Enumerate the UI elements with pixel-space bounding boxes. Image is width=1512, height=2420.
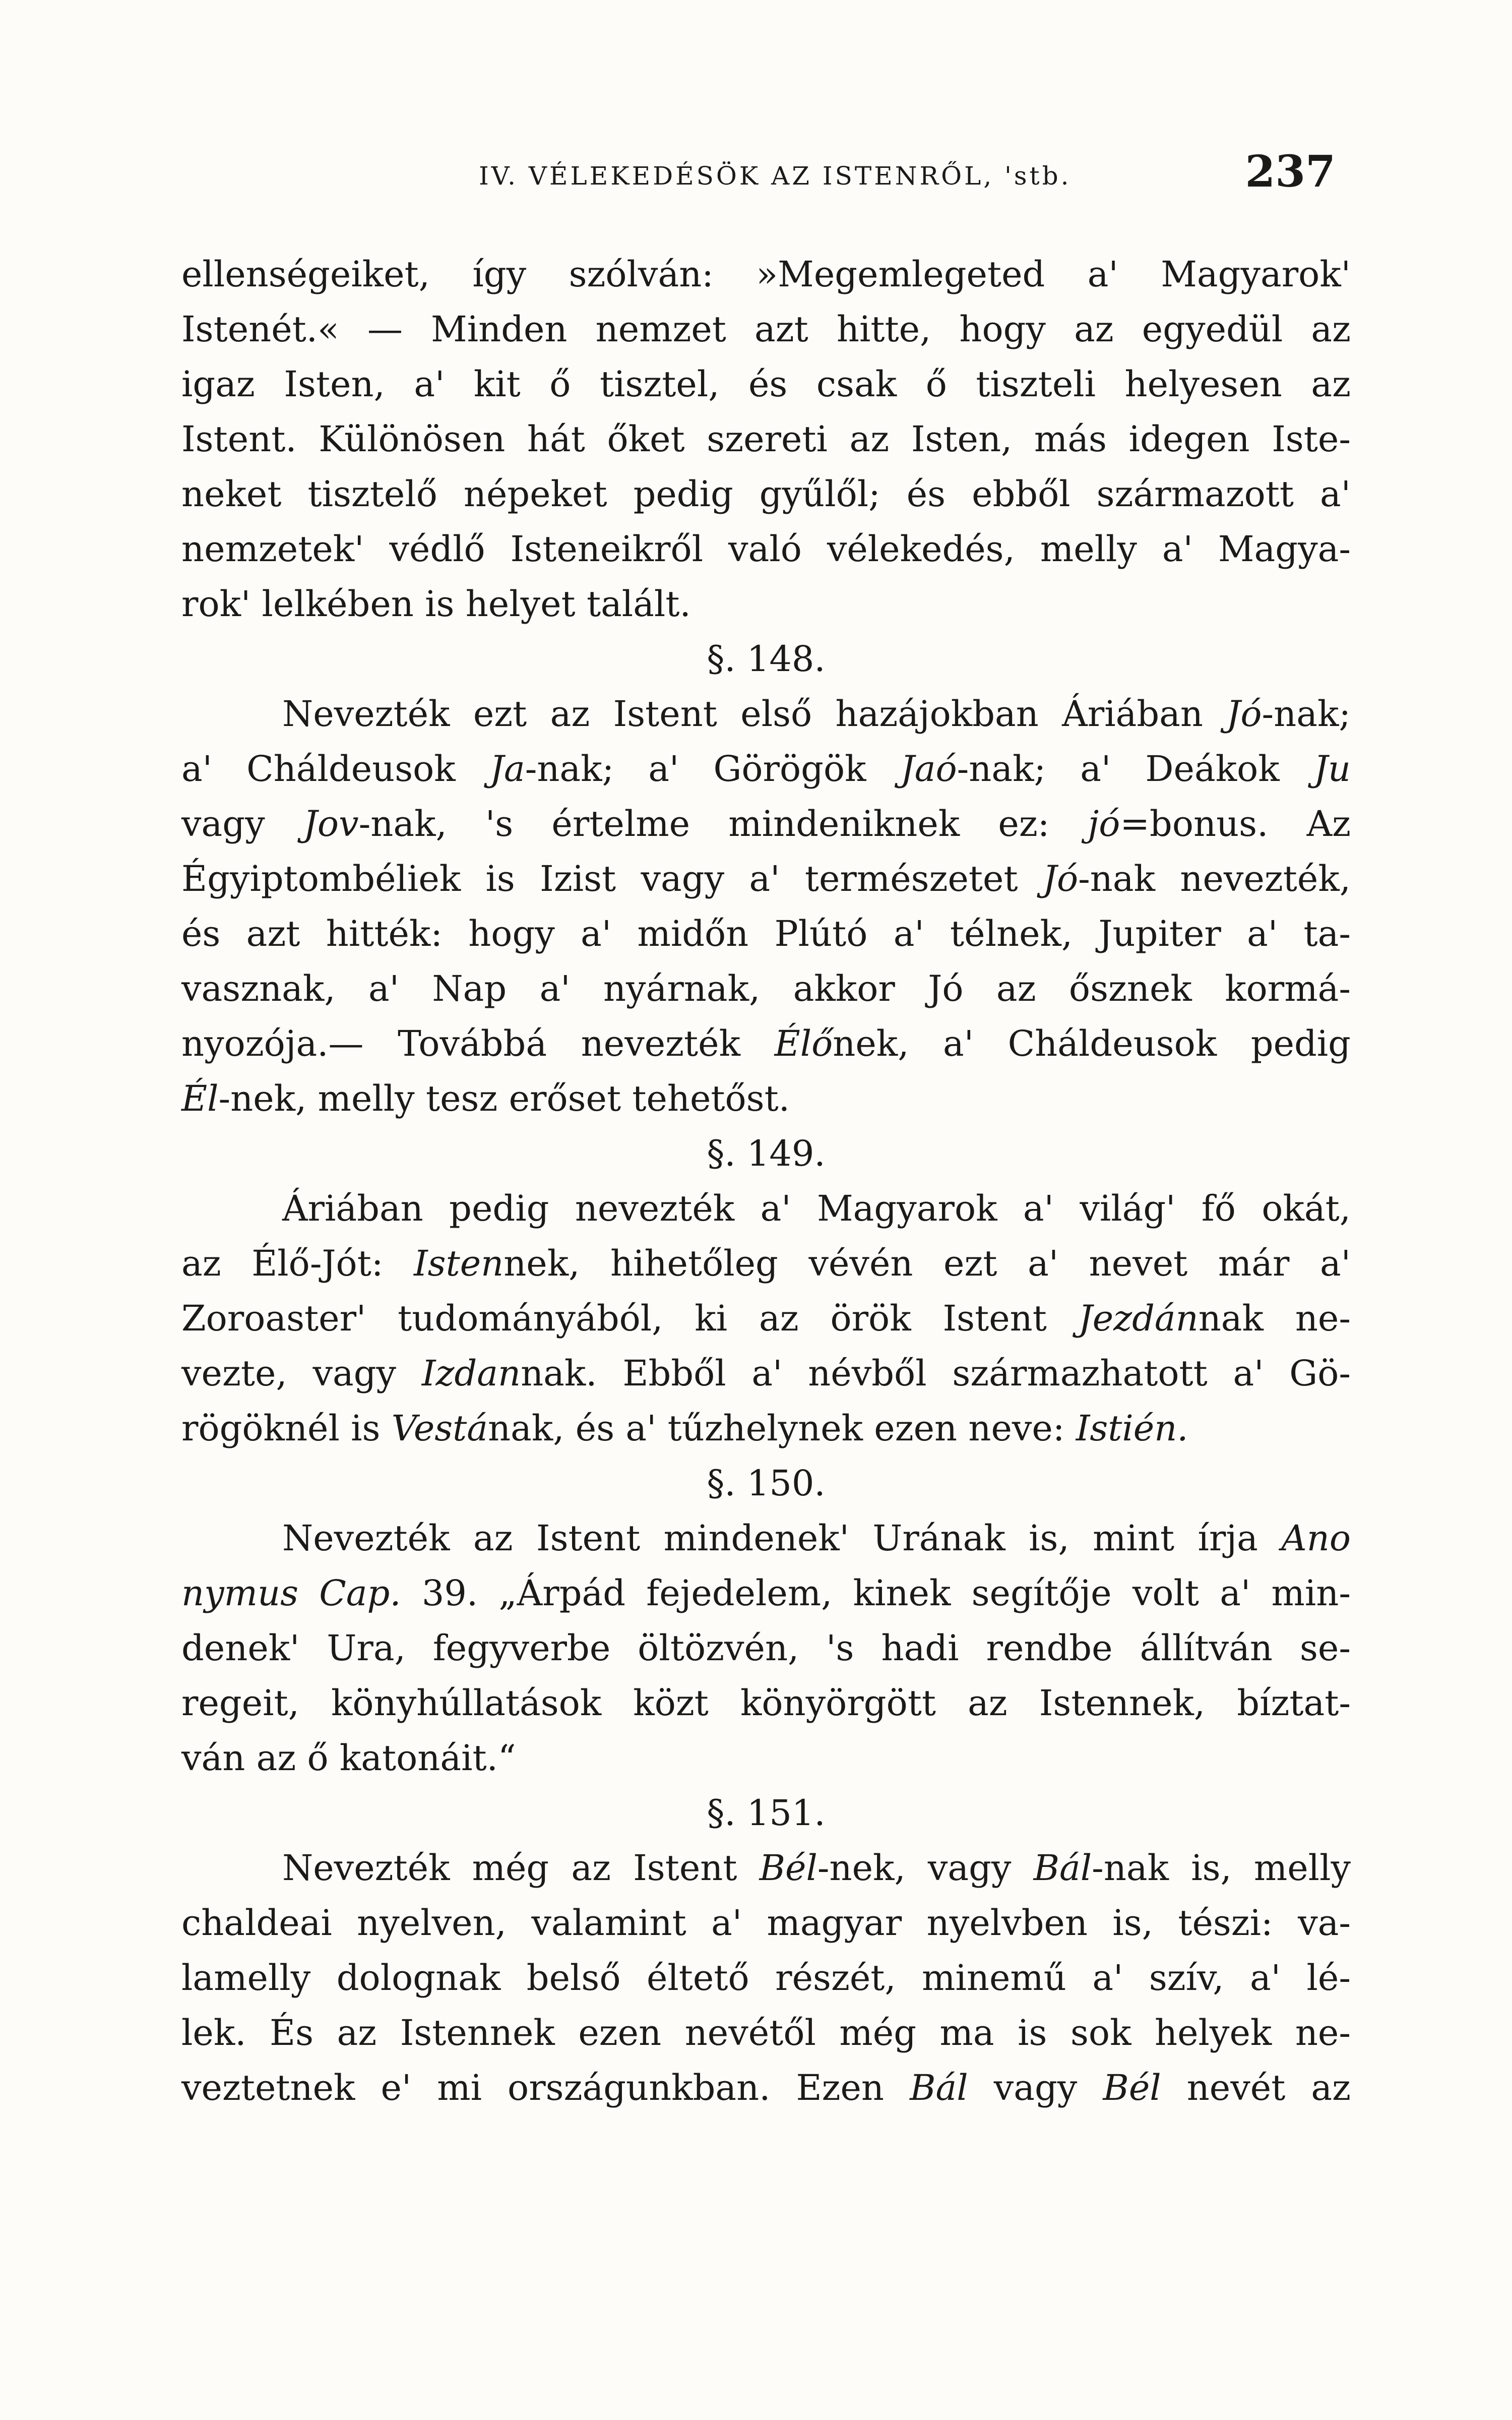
text-segment: vagy [968, 2067, 1103, 2108]
text-line [181, 577, 1351, 632]
running-title: IV. VÉLEKEDÉSÖK AZ ISTENRŐL, 'stb. [479, 161, 1072, 191]
text-segment: az Élő-Jót: [181, 1243, 414, 1284]
text-segment: nek, hihetőleg vévén ezt a' nevet már a' [503, 1243, 1351, 1284]
text-segment: Istenét.« — Minden nemzet azt hitte, hogy az egyedül az [181, 309, 1351, 350]
text-segment: vasznak, a' Nap a' nyárnak, akkor Jó az ősznek kormá- [181, 968, 1351, 1009]
text-line [181, 1401, 1351, 1456]
text-segment: rok' lelkében is helyet talált. [181, 583, 691, 625]
text-segment: nyozója.— Továbbá nevezték [181, 1023, 775, 1064]
text-line [181, 1841, 1351, 1896]
text-segment: nak. Ebből a' névből származhatott a' Gö- [521, 1353, 1351, 1394]
text-line [181, 302, 1351, 357]
italic-term: Ano [1281, 1518, 1351, 1559]
text-line [181, 742, 1351, 797]
italic-term: Istién. [1076, 1408, 1188, 1449]
text-line [181, 1346, 1351, 1401]
italic-term: Jó [1042, 858, 1079, 899]
text-segment: -nek, melly tesz erőset tehetőst. [218, 1078, 790, 1119]
italic-term: Vestá [391, 1408, 488, 1449]
text-segment: -nak nevezték, [1078, 858, 1351, 899]
text-segment: rögöknél is [181, 1408, 392, 1449]
text-line [181, 961, 1351, 1016]
text-line [181, 1511, 1351, 1566]
text-segment: Istent. Különösen hát őket szereti az Isten, más idegen Iste- [181, 418, 1351, 460]
text-line [181, 1676, 1351, 1731]
text-segment: -nak; a' Görögök [525, 748, 901, 790]
page-number: 237 [1245, 146, 1336, 197]
text-segment: vezte, vagy [181, 1353, 422, 1394]
italic-term: nymus Cap. [181, 1572, 401, 1614]
text-segment: lamelly dolognak belső éltető részét, minemű a' szív, a' lé- [181, 1957, 1351, 1999]
text-line [181, 357, 1351, 412]
text-line [181, 467, 1351, 522]
italic-term: Jaó [900, 748, 957, 790]
text-segment: Nevezték az Istent mindenek' Urának is, mint írja [282, 1518, 1282, 1559]
italic-term: Bél [759, 1847, 817, 1889]
text-line [181, 906, 1351, 961]
text-line [181, 1236, 1351, 1291]
text-line [181, 1896, 1351, 1951]
text-segment: neket tisztelő népeket pedig gyűlől; és ebből származott a' [181, 473, 1351, 515]
text-segment: =bonus. Az [1120, 803, 1351, 844]
section-heading: §. 151. [707, 1792, 826, 1834]
text-line [181, 1071, 1351, 1126]
text-line [181, 1621, 1351, 1676]
text-line [181, 1566, 1351, 1621]
text-segment: igaz Isten, a' kit ő tisztel, és csak ő tiszteli helyesen az [181, 364, 1351, 405]
text-segment: veztetnek e' mi országunkban. Ezen [181, 2067, 910, 2108]
text-segment: lek. És az Istennek ezen nevétől még ma is sok helyek ne- [181, 2012, 1351, 2053]
text-segment: -nek, vagy [817, 1847, 1034, 1889]
text-line [181, 412, 1351, 467]
text-segment: nak, és a' tűzhelynek ezen neve: [488, 1408, 1076, 1449]
section-heading: §. 149. [707, 1133, 826, 1174]
body-text [181, 247, 1351, 2115]
italic-term: jó [1088, 803, 1120, 844]
italic-term: Ju [1313, 748, 1351, 790]
italic-term: Élő [774, 1023, 833, 1064]
italic-term: Él [181, 1078, 219, 1119]
italic-term: Izdan [421, 1353, 521, 1394]
text-segment: -nak, 's értelme mindeniknek ez: [358, 803, 1088, 844]
text-segment: és azt hitték: hogy a' midőn Plútó a' télnek, Jupiter a' ta- [181, 913, 1351, 954]
text-line [181, 1016, 1351, 1071]
text-line [181, 2061, 1351, 2115]
text-line [181, 522, 1351, 577]
text-line [181, 247, 1351, 302]
section-heading: §. 150. [707, 1463, 826, 1504]
italic-term: Jezdán [1078, 1298, 1199, 1339]
italic-term: Bál [910, 2067, 968, 2108]
text-segment: nek, a' Cháldeusok pedig [833, 1023, 1351, 1064]
text-segment: chaldeai nyelven, valamint a' magyar nyelvben is, tészi: va- [181, 1902, 1351, 1944]
text-line [181, 1181, 1351, 1236]
text-segment: Nevezték ezt az Istent első hazájokban Áriában [282, 693, 1227, 735]
text-line [181, 797, 1351, 852]
text-line [181, 1291, 1351, 1346]
text-segment: regeit, könyhúllatások közt könyörgött az Istennek, bíztat- [181, 1682, 1351, 1724]
text-segment: Áriában pedig nevezték a' Magyarok a' világ' fő okát, [282, 1188, 1351, 1229]
text-segment: Nevezték még az Istent [282, 1847, 760, 1889]
text-segment: nemzetek' védlő Isteneikről való vélekedés, melly a' Magya- [181, 528, 1351, 570]
text-line [181, 1951, 1351, 2006]
text-segment: ván az ő katonáit.“ [181, 1737, 516, 1779]
text-segment: -nak is, melly [1092, 1847, 1351, 1889]
text-segment: nak ne- [1198, 1298, 1351, 1339]
text-segment: a' Cháldeusok [181, 748, 490, 790]
italic-term: Jov [303, 803, 359, 844]
text-segment: -nak; a' Deákok [957, 748, 1314, 790]
page-header [181, 146, 1351, 217]
text-segment: ellenségeiket, így szólván: »Megemlegeted a' Magyarok' [181, 254, 1351, 295]
text-line [181, 852, 1351, 906]
italic-term: Isten [414, 1243, 504, 1284]
text-line [181, 1731, 1351, 1786]
text-segment: vagy [181, 803, 303, 844]
italic-term: Bál [1033, 1847, 1092, 1889]
text-segment: denek' Ura, fegyverbe öltözvén, 's hadi rendbe állítván se- [181, 1627, 1351, 1669]
text-segment: -nak; [1262, 693, 1351, 735]
text-line [181, 687, 1351, 742]
section-heading: §. 148. [707, 638, 826, 680]
italic-term: Ja [489, 748, 525, 790]
italic-term: Bél [1103, 2067, 1161, 2108]
text-segment: Zoroaster' tudományából, ki az örök Istent [181, 1298, 1079, 1339]
text-line [181, 2006, 1351, 2061]
italic-term: Jó [1226, 693, 1262, 735]
text-segment: Égyiptombéliek is Izist vagy a' természetet [181, 858, 1043, 899]
text-segment: 39. „Árpád fejedelem, kinek segítője volt a' min- [401, 1572, 1351, 1614]
text-segment: nevét az [1161, 2067, 1351, 2108]
